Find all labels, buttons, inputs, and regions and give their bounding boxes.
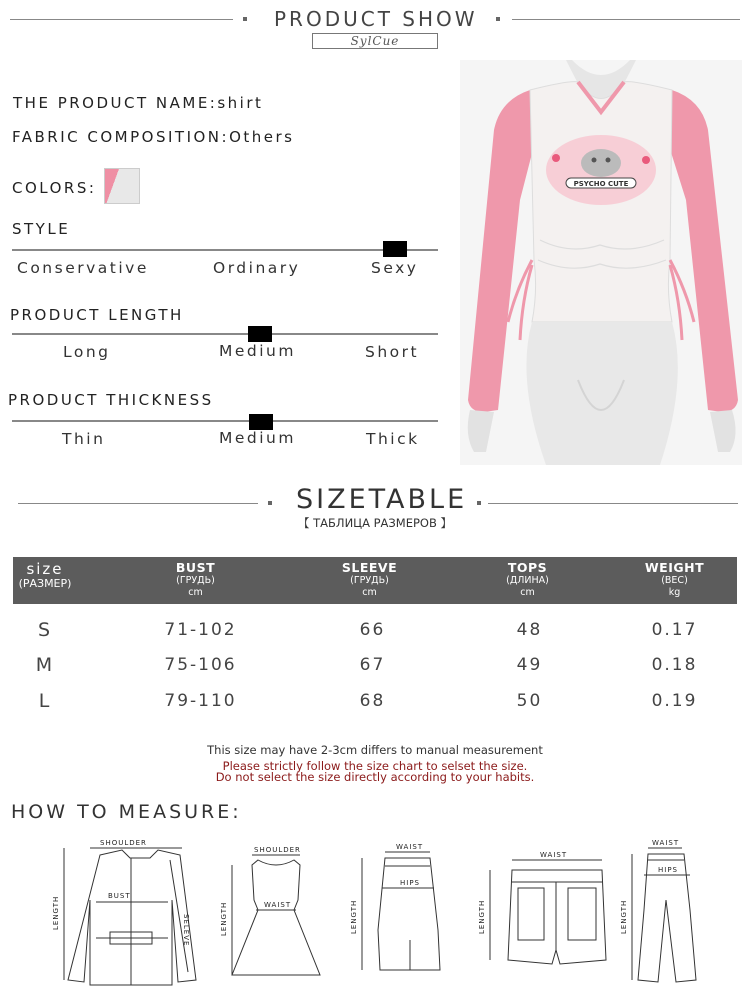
note-measurement: This size may have 2-3cm differs to manual measurement [207, 743, 543, 757]
measure-diagrams [0, 830, 750, 1000]
thickness-option-thick: Thick [366, 430, 420, 448]
label-hips: HIPS [658, 866, 678, 874]
size-table-header [13, 557, 737, 604]
label-bust: BUST [108, 892, 131, 900]
jacket-diagram [64, 848, 196, 985]
brand-logo: SylCue [312, 33, 438, 49]
header-dot-left [243, 17, 247, 21]
table-cell-size: L [38, 690, 52, 712]
table-cell-size: M [35, 654, 55, 676]
label-length: LENGTH [220, 901, 228, 936]
thickness-option-medium: Medium [219, 429, 296, 447]
garment-print-text: PSYCHO CUTE [573, 180, 629, 188]
mannequin-illustration [460, 60, 742, 465]
thickness-scale-track [12, 420, 438, 422]
table-cell-tops: 48 [516, 620, 543, 640]
table-cell-bust: 75-106 [164, 655, 237, 675]
fabric-composition: FABRIC COMPOSITION:Others [12, 128, 295, 146]
length-title: PRODUCT LENGTH [10, 306, 184, 324]
label-waist: WAIST [540, 851, 568, 859]
note-habits: Do not select the size directly according to your habits. [215, 770, 535, 784]
dress-diagram [232, 855, 320, 975]
table-cell-weight: 0.18 [651, 655, 698, 675]
length-scale-track [12, 333, 438, 335]
table-cell-sleeve: 68 [359, 691, 386, 711]
label-waist: WAIST [264, 901, 292, 909]
column-header-sleeve: SLEEVE (ГРУДЬ) cm [341, 560, 398, 598]
table-cell-tops: 50 [516, 691, 543, 711]
colors-label: COLORS: [12, 179, 97, 197]
length-option-long: Long [63, 343, 111, 361]
sizetable-subtitle: 【 ТАБЛИЦА РАЗМЕРОВ 】 [297, 516, 453, 530]
thickness-option-thin: Thin [62, 430, 106, 448]
table-cell-tops: 49 [516, 655, 543, 675]
style-option-ordinary: Ordinary [213, 259, 301, 277]
label-sleeve: SELEVE [182, 914, 190, 947]
sizetable-dot-left [268, 501, 272, 505]
length-option-short: Short [365, 343, 420, 361]
column-header-bust: BUST (ГРУДЬ) cm [175, 560, 216, 598]
style-option-sexy: Sexy [371, 259, 419, 277]
length-option-medium: Medium [219, 342, 296, 360]
thickness-title: PRODUCT THICKNESS [8, 391, 214, 409]
column-header-tops: TOPS (ДЛИНА) cm [506, 560, 549, 598]
label-waist: WAIST [396, 843, 424, 851]
how-to-measure-title: HOW TO MEASURE: [11, 801, 242, 823]
label-shoulder: SHOULDER [254, 846, 301, 854]
header-rule-left [10, 19, 233, 20]
table-cell-weight: 0.19 [651, 691, 698, 711]
sizetable-rule-left [18, 503, 258, 504]
label-length: LENGTH [478, 899, 486, 934]
label-length: LENGTH [620, 899, 628, 934]
label-waist: WAIST [652, 839, 680, 847]
sizetable-dot-right [477, 501, 481, 505]
table-cell-weight: 0.17 [651, 620, 698, 640]
section-title-product-show: PRODUCT SHOW [274, 7, 478, 31]
product-photo [460, 60, 742, 465]
label-length: LENGTH [52, 895, 60, 930]
section-title-sizetable: SIZETABLE [296, 484, 468, 515]
column-header-size: size (РАЗМЕР) [18, 560, 72, 590]
style-scale-track [12, 249, 438, 251]
length-scale-marker [248, 326, 272, 342]
table-cell-sleeve: 67 [359, 655, 386, 675]
table-cell-bust: 71-102 [164, 620, 237, 640]
label-hips: HIPS [400, 879, 420, 887]
column-header-weight: WEIGHT (ВЕС) kg [644, 560, 705, 598]
color-swatch [104, 168, 140, 204]
label-shoulder: SHOULDER [100, 839, 147, 847]
table-cell-sleeve: 66 [359, 620, 386, 640]
header-rule-right [512, 19, 740, 20]
label-length: LENGTH [350, 899, 358, 934]
shorts-diagram [490, 860, 606, 964]
table-cell-size: S [37, 619, 53, 641]
header-dot-right [496, 17, 500, 21]
thickness-scale-marker [249, 414, 273, 430]
style-option-conservative: Conservative [17, 259, 149, 277]
product-name: THE PRODUCT NAME:shirt [13, 94, 264, 112]
style-title: STYLE [12, 220, 71, 238]
skirt-diagram [362, 852, 440, 970]
sizetable-rule-right [488, 503, 738, 504]
note-follow-chart: Please strictly follow the size chart to selset the size. [222, 759, 528, 773]
table-cell-bust: 79-110 [164, 691, 237, 711]
style-scale-marker [383, 241, 407, 257]
